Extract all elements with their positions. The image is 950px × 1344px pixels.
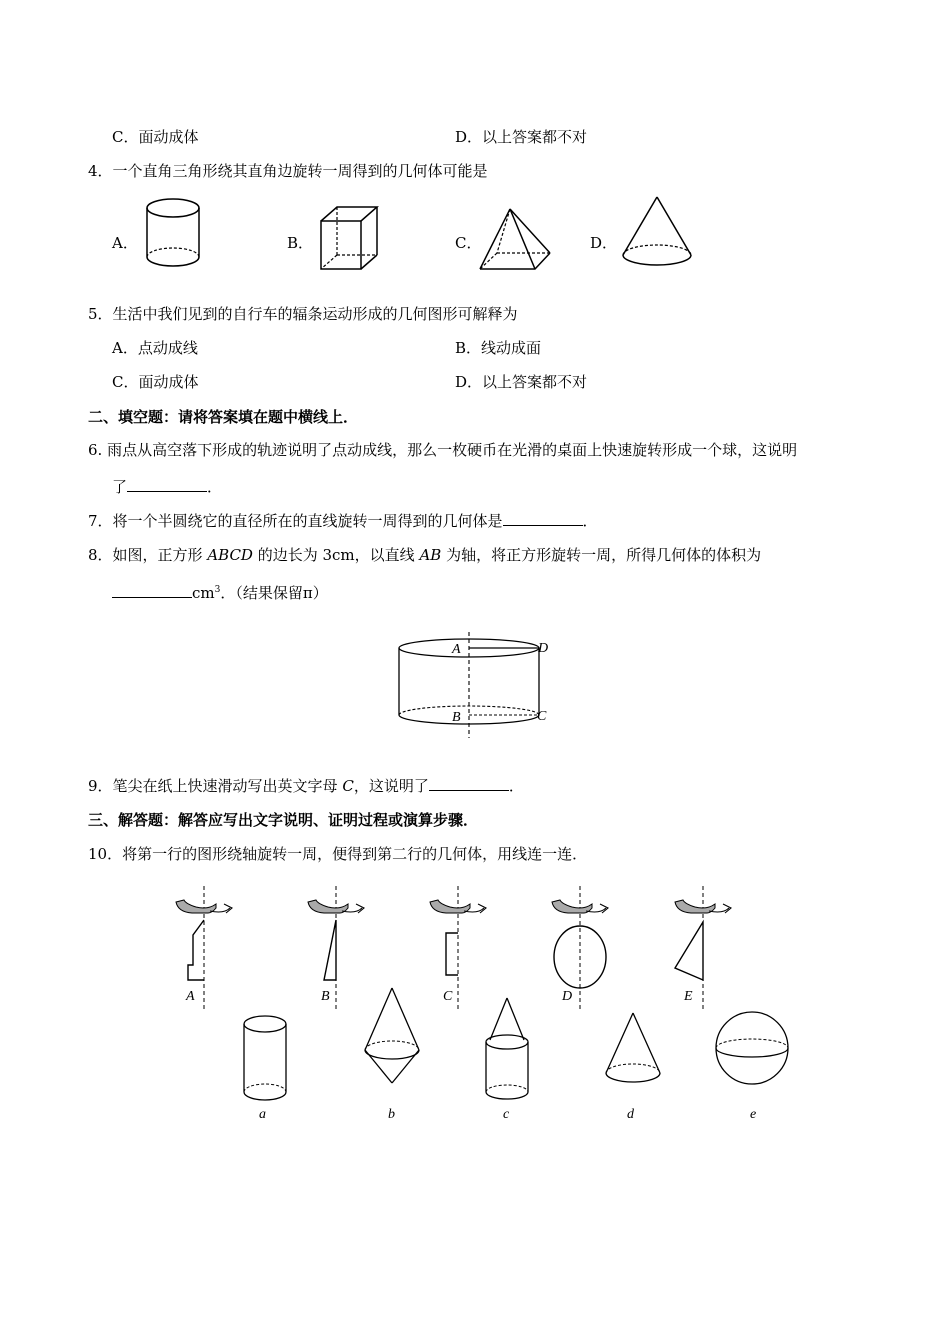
solid-c-cone-cylinder	[486, 998, 528, 1122]
shape-a-trapezoid	[176, 886, 232, 1010]
fig8-label-b: B	[452, 710, 461, 725]
q8-text-2: 的边长为 3cm，以直线	[252, 546, 420, 564]
q5-option-c: C．面动成体	[112, 373, 199, 391]
shape-d-label: D	[562, 989, 573, 1004]
q10-stem: 10．将第一行的图形绕轴旋转一周，便得到第二行的几何体，用线连一连．	[88, 845, 588, 863]
shape-e-triangle	[675, 886, 731, 1010]
q9-text: 9．笔尖在纸上快速滑动写出英文字母	[88, 777, 343, 795]
q3-option-d: D．以上答案都不对	[455, 128, 588, 146]
q9-answer-blank[interactable]	[429, 776, 509, 791]
fig8-label-d: D	[538, 641, 549, 656]
q7-stem	[88, 511, 598, 531]
q8-stem-line1	[88, 545, 761, 565]
q4-option-b-label: B．	[287, 234, 314, 252]
q8-text-3: 为轴，将正方形旋转一周，所得几何体的体积为	[441, 546, 762, 564]
q9-suffix: ．	[508, 777, 524, 795]
q4-stem: 4．一个直角三角形绕其直角边旋转一周得到的几何体可能是	[88, 162, 488, 180]
q8-answer-blank[interactable]	[112, 583, 192, 598]
q7-answer-blank[interactable]	[503, 511, 583, 526]
solid-b-label: b	[388, 1107, 395, 1122]
q8-stem-line2	[112, 583, 328, 603]
shape-c-label: C	[443, 989, 453, 1004]
solid-e-label: e	[750, 1107, 757, 1122]
q9-letter: C	[342, 777, 354, 795]
q10-figure	[160, 880, 800, 1130]
q6-answer-blank[interactable]	[127, 477, 207, 492]
q6-stem-line1: 6. 雨点从高空落下形成的轨迹说明了点动成线，那么一枚硬币在光滑的桌面上快速旋转形成一个球，这说明	[88, 441, 798, 459]
q8-cylinder-figure	[390, 632, 560, 742]
q8-axis-name: AB	[419, 546, 442, 564]
q5-option-d: D．以上答案都不对	[455, 373, 588, 391]
q8-square-name: ABCD	[207, 546, 253, 564]
solid-e-sphere	[716, 1012, 788, 1122]
solid-d-label: d	[627, 1107, 634, 1122]
shape-e-label: E	[684, 989, 693, 1004]
q7-text: 7．将一个半圆绕它的直径所在的直线旋转一周得到的几何体是	[88, 512, 503, 530]
q7-suffix: ．	[582, 512, 598, 530]
cone-figure	[615, 193, 700, 273]
q3-option-c: C．面动成体	[112, 128, 199, 146]
solid-d-cone	[606, 1013, 660, 1122]
solid-a-cylinder	[244, 1016, 286, 1122]
fig8-label-c: C	[537, 709, 547, 724]
q5-stem: 5．生活中我们见到的自行车的辐条运动形成的几何图形可解释为	[88, 305, 518, 323]
q9-text-2: ，这说明了	[353, 777, 429, 795]
q8-text-1: 8．如图，正方形	[88, 546, 208, 564]
shape-b-label: B	[321, 989, 330, 1004]
section-2-heading: 二、填空题：请将答案填在题中横线上．	[88, 408, 359, 426]
q5-option-a: A．点动成线	[112, 339, 198, 357]
section-3-heading: 三、解答题：解答应写出文字说明、证明过程或演算步骤．	[88, 811, 479, 829]
shape-b-triangle	[308, 886, 364, 1010]
shape-d-circle	[552, 886, 608, 1010]
solid-a-label: a	[259, 1107, 266, 1122]
q9-stem	[88, 776, 524, 796]
fig8-label-a: A	[452, 642, 461, 657]
q4-option-a-label: A．	[112, 234, 138, 252]
solid-c-label: c	[503, 1107, 510, 1122]
solid-b-double-cone	[365, 988, 419, 1122]
shape-c-rectangle	[430, 886, 486, 1010]
q6-stem-line2	[112, 477, 222, 497]
cube-figure	[315, 205, 385, 275]
q6-prefix: 了	[112, 478, 128, 496]
q8-note: ．（结果保留π）	[220, 584, 328, 602]
q8-unit: cm	[192, 584, 215, 602]
shape-a-label: A	[186, 989, 195, 1004]
q8-unit-exponent: 3	[214, 585, 221, 595]
q6-suffix: ．	[207, 478, 223, 496]
q5-option-b: B．线动成面	[455, 339, 542, 357]
cylinder-figure	[140, 195, 210, 275]
pyramid-figure	[475, 205, 555, 275]
q4-option-c-label: C．	[455, 234, 482, 252]
q4-option-d-label: D．	[590, 234, 618, 252]
